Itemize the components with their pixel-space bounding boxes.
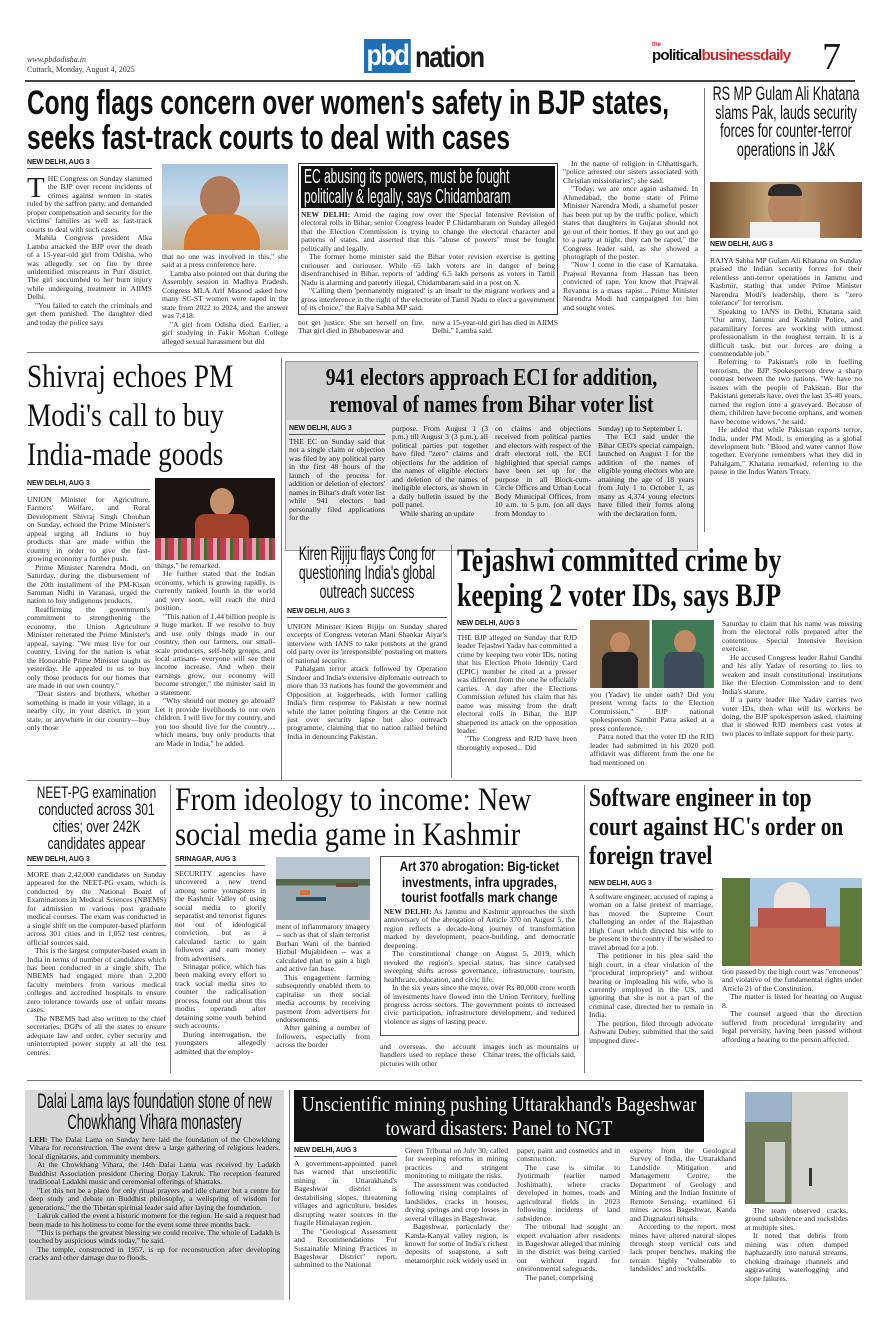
electors-col-4	[598, 425, 694, 549]
paragraph: and overseas, the account handlers used to replace these pictures with other	[380, 1043, 476, 1068]
mining-headline	[294, 1090, 704, 1142]
column-rule	[451, 545, 452, 778]
software-headline-text: Software engineer in top court against HC's order on foreign travel	[589, 783, 844, 870]
khatana-headline	[710, 86, 862, 180]
paragraph: According to the report, most mines have altered natural slopes through steep vertical cuts and lack proper benches, making the terrain highly "vulnerable to landslides" and rockfalls.	[630, 1222, 736, 1274]
column-rule	[289, 1090, 290, 1300]
shivraj-headline	[27, 358, 279, 476]
paragraph: After gaining a number of followers, especially from across the border	[276, 1023, 370, 1050]
art370-headline-text: Art 370 abrogation: Big-ticket investments, infra upgrades, tourist footfalls mark change	[399, 859, 560, 905]
paragraph: "This nation of 1.44 billion people is a huge market. If we resolve to buy and use only things made in our country, then our farmers, our small-scale producers, self-help groups, and local artisans- everyone will see their income increase. And when their earnings grow, our economy will become stronger," the minister said in a statement.	[155, 611, 275, 697]
paper-logo	[652, 42, 791, 64]
photo-dal-lake	[276, 857, 370, 920]
tejashwi-col-2	[590, 691, 714, 776]
kashmir-headline	[175, 783, 580, 853]
paragraph: The constitutional change on August 5, 2019, which revoked the region's special status, has since catalysed sweeping shifts across governance, infrastructure, tourism, healthcare, education, and civic life.	[384, 949, 575, 984]
masthead-dateline: Cuttack, Monday, August 4, 2025	[27, 65, 135, 74]
paragraph: Lakruk called the event a historic moment for the region. He said a request had been made to his holiness to come for the event some three months back.	[29, 1211, 280, 1229]
shivraj-dateline: NEW DELHI, AUG 3	[27, 480, 150, 490]
paragraph: not get justice. She set herself on fire. That girl died in Bhubaneswar and	[298, 319, 424, 336]
art370-headline	[384, 859, 575, 906]
column-rule	[584, 785, 585, 1073]
paragraph: now a 15-year-old girl has died in AIIMS Delhi," Lamba said.	[432, 319, 558, 336]
paragraph: Patra noted that the voter ID the RJD leader had submitted in his 2020 poll affidavit was different from the one he had mentioned on	[590, 732, 714, 767]
paragraph: During interrogation, the youngsters allegedly admitted that the employ-	[175, 1029, 266, 1056]
paragraph: Lamba also pointed out that during the Assembly session in Madhya Pradesh, Congress MLA Arif Masood asked how many SC-ST women were raped in the state from 2022 to 2024, and the answer was 7,418.	[162, 268, 288, 321]
paragraph: It noted that debris from mining was often dumped haphazardly into natural streams, choking drainage channels and aggravating waterlogging and slope failures.	[745, 1231, 848, 1283]
paragraph: The matter is listed for hearing on August 8.	[722, 992, 862, 1010]
lead-dateline: NEW DELHI, AUG 3	[27, 159, 152, 169]
paragraph: THE BJP alleged on Sunday that RJD leader Tejashwi Yadav has committed a crime by keeping two voter IDs, noting that his Election Photo Identity Card (EPIC) number he cited at a presser was different from the one he officially carries. A day after the Elections Commission refuted his claim that his name was missing from the draft electoral rolls in Bihar, the BJP sharpened its attack on the opposition leader.	[457, 634, 577, 735]
masthead-rule	[25, 80, 855, 82]
rijiju-headline-text: Kiren Rijiju flays Cong for questioning India's global outreach success	[298, 544, 436, 603]
rijiju-body	[287, 623, 447, 776]
paragraph: "Let this not be a place for only ritual prayers and idle chatter but a centre for deep study and debate on Buddhist philosophy, a wellspring of wisdom for generations," the the Tibetan spiritual leader said after laying the foundation.	[29, 1185, 280, 1212]
dalai-headline	[29, 1092, 280, 1135]
paragraph: He added that while Pakistan exports terror, India, under PM Modi, is emerging as a global development hub. "Blood and water cannot flow together. Everyone remembers what they did in Pahalgam," Khatana remarked, referring to the pause in the Indus Waters Treaty.	[710, 425, 862, 477]
paper-logo-political: political	[652, 47, 702, 64]
paragraph: paper, paint and cosmetics and in construction.	[517, 1147, 620, 1164]
paper-logo-daily: daily	[760, 47, 791, 64]
paragraph: A software engineer, accused of raping a woman on a false pretext of marriage, has moved the Supreme Court challenging an order of the Rajasthan High Court which directed his wife to be present in the country if he wished to travel abroad for a job.	[589, 893, 713, 952]
lead-in: LEH:	[29, 1136, 48, 1144]
paragraph: that no one was involved in this," she said at a press conference here.	[162, 253, 288, 270]
lead-col-4	[432, 319, 558, 349]
electors-col-2	[392, 425, 488, 549]
lead-in: NEW DELHI:	[384, 908, 432, 916]
tejashwi-headline	[457, 544, 862, 616]
neet-body	[27, 871, 166, 1071]
paragraph: tion passed by the high court was "erroneous" and violative of the fundamental rights under Article 21 of the Constitution.	[722, 968, 862, 993]
mining-col-1	[294, 1160, 397, 1310]
paragraph: This engagement farming subsequently enabled them to capitalise on their social media accounts by receiving payment from advertisers for endorsements.	[276, 972, 370, 1024]
chidambaram-headline	[301, 166, 555, 208]
divider	[27, 352, 699, 353]
art370-box	[380, 856, 579, 1036]
khatana-dateline: NEW DELHI, AUG 3	[710, 241, 862, 251]
neet-headline-text: NEET-PG examination conducted across 301 cities; over 242K candidates appear	[36, 784, 157, 853]
lead-col-2	[162, 253, 288, 349]
column-rule	[704, 88, 705, 532]
paragraph: "Calling them 'permanently migrated' is an insult to the migrant workers and a gross interference in the right of the electorate of Tamil Nadu to elect a government of its choice," the Rajya Sabha MP said.	[301, 286, 555, 311]
electors-col-3	[495, 425, 591, 549]
paragraph: Bageshwar, particularly the Kanda-Kanyal valley region, is known for some of India's richest deposits of soapstone, a soft metamorphic rock widely used in	[405, 1222, 508, 1265]
paragraph: Mahila Congress president Alka Lamba attacked the BJP over the death of a 15-year-old girl from Odisha, who was allegedly set on fire by three unidentified miscreants in Puri district. The girl succumbed to her burn injury while undergoing treatment in AIIMS Delhi.	[27, 233, 152, 302]
rijiju-headline	[287, 545, 447, 605]
paragraph: While sharing an update	[400, 508, 475, 518]
tejashwi-dateline: NEW DELHI, AUG 3	[457, 620, 577, 630]
tejashwi-col-3	[722, 620, 862, 776]
dalai-box	[25, 1090, 284, 1300]
tejashwi-col-1	[457, 634, 577, 776]
paragraph: Speaking to IANS in Delhi, Khatana said: "Our army, Jammu and Kashmir Police, and paramilitary forces are working with utmost professionalism in the toughest terrain. It is a difficult task, but our forces are doing a commendable job."	[710, 306, 862, 358]
paragraph: "Today, we are once again ashamed. In Ahmedabad, the home state of Prime Minister Narendra Modi, a shameful poster has been put up by the traffic police, which states that daughters in Gujarat should not go out of their homes. If they go out and go to a party at night, they can be raped," the Congress leader said, as she showed a photograph of the poster.	[563, 184, 698, 261]
kashmir-col-3	[380, 1043, 476, 1071]
paragraph: If a party leader like Yadav carries two voter IDs, then what will its workers be doing, the BJP spokesperson asked, claiming that it showed RJD members cast votes at two places to inflate support for their party.	[722, 695, 862, 738]
chidambaram-box	[298, 163, 558, 315]
paragraph: "This is perhaps the greatest blessing we could receive. The whole of Ladakh is touched by auspicious winds today," he said.	[29, 1227, 280, 1246]
paragraph: In the six years since the move, over Rs 80,000 crore worth of investments have flowed into the Union Territory, fuelling progress across sectors. The government points to increased civic participation, infrastructure development, and reduced violence as signs of lasting peace.	[384, 983, 575, 1026]
electors-dateline: NEW DELHI, AUG 3	[289, 425, 385, 435]
software-col-2	[722, 968, 862, 1071]
paragraph: HE Congress on Sunday slammed the BJP over recent incidents of crimes against women in states ruled by the saffron party, and demanded proper compensation and security for the victims' families as well as fast-track courts to deal with such cases.	[27, 175, 152, 234]
khatana-headline-text: RS MP Gulam Ali Khatana slams Pak, lauds security forces for counter-terror operations in J&K	[712, 84, 860, 161]
paragraph: Green Tribunal on July 30, called for sweeping reforms in mining practices and stringent monitoring to mitigate the risks.	[405, 1147, 508, 1181]
paragraph: Sunday) up to September 1.	[598, 425, 683, 433]
paragraph: Srinagar police, which has been making every effort to track social media sites to counter the radicalisation process, found out about this modus operandi after detaining some youth behind such accounts.	[175, 961, 266, 1031]
mining-col-5	[745, 1207, 848, 1302]
paragraph: THE EC on Sunday said that not a single claim or objection was filed by any political party in the first 48 hours of the launch of the process for addition or deletion of electors' names in Bihar's draft voter list while 941 electors had personally filed applications for the	[289, 438, 385, 523]
software-dateline: NEW DELHI, AUG 3	[589, 880, 713, 890]
paragraph: He accused Congress leader Rahul Gandhi and his ally Yadav of resorting to lies to weaken and insult constitutional institutions like the Election Commission and to dent India's stature.	[722, 652, 862, 696]
kashmir-col-1	[175, 870, 266, 1070]
paragraph: UNION Minister Kiren Rijiju on Sunday shared excerpts of Congress veteran Mani Shankar Aiyar's interview with IANS to take potshots at the grand old party over its 'irresponsible' posturing on matters of national security.	[287, 623, 447, 665]
paragraph: Amid the raging row over the Special Intensive Revision of electoral rolls in Bihar, senior Congress leader P Chidambaram on Sunday alleged that the Election Commission is trying to change the electoral character and patterns of states, and asserted that this "abuse of powers" must be fought politically and legally.	[301, 211, 555, 253]
paragraph: The Dalai Lama on Sunday here laid the foundation of the Chowkhang Vihara for reconstruction. The event drew a large gathering of religious leaders, local dignitaries, and community members.	[29, 1136, 280, 1161]
mining-col-4	[630, 1147, 736, 1310]
paragraph: The team observed cracks, ground subsidence and rockslides at multiple sites.	[745, 1207, 848, 1232]
chidambaram-body	[301, 211, 555, 311]
paper-logo-the: the	[652, 42, 661, 48]
chidambaram-headline-text: EC abusing its powers, must be fought politically & legally, says Chidambaram	[304, 166, 511, 208]
shivraj-col-1	[27, 496, 150, 776]
paragraph: "Dear sisters and brothers, whether something is made in your village, in a nearby city, in your district, in your state, or anywhere in our country—buy only those	[27, 689, 150, 733]
photo-gulam-ali-khatana	[710, 182, 862, 238]
art370-body	[384, 908, 575, 1032]
software-headline	[589, 783, 862, 873]
khatana-body	[710, 257, 862, 529]
mining-headline-text: Unscientific mining pushing Uttarakhand's Bageshwar toward disasters: Panel to NGT	[301, 1092, 697, 1140]
divider	[27, 1080, 862, 1081]
paragraph: The former home minister said the Bihar voter revision exercise is getting curiouser and curiouser. While 65 lakh voters are in danger of being disenfranchised in Bihar, reports of 'adding' 6.5 lakh persons as voters in Tamil Nadu is alarming and patently illegal, Chidambaram said in a post on X.	[301, 252, 555, 287]
mining-col-2	[405, 1147, 508, 1310]
paragraph: At the Chowkhang Vihara, the 14th Dalai Lama was received by Ladakh Buddhist Association president Chering Dorjay Lakruk. The reception featured traditional Ladakhi music and ceremonial offerings of khattaks.	[29, 1160, 280, 1187]
paragraph: UNION Minister for Agriculture, Farmers' Welfare, and Rural Development Shivraj Singh Chouhan on Sunday, echoed the Prime Minister's appeal urging all Indians to buy products that are made within the country in order to give the fast-growing economy a further push.	[27, 496, 150, 564]
paragraph: you (Yadav) lie under oath? Did you present wrong facts to the Election Commission," BJP national spokesperson Sambit Patra asked at a press conference.	[590, 691, 714, 733]
kashmir-col-4	[483, 1043, 579, 1071]
kashmir-headline-text: From ideology to income: New social media game in Kashmir	[175, 782, 532, 853]
lead-in: NEW DELHI:	[301, 211, 351, 219]
lead-col-1	[27, 175, 152, 349]
paragraph: The counsel argued that the direction suffered from procedural irregularity and legal perversity, having been passed without affording a hearing to the person affected.	[722, 1009, 862, 1044]
lead-col-3	[298, 319, 424, 349]
software-col-1	[589, 893, 713, 1071]
paragraph: "Why should our money go abroad? Let it provide livelihoods to our own children. I will live for my country, and you too should live for the country…which means, buy only products that are Made in India," he added.	[155, 696, 275, 748]
section-logo	[364, 39, 496, 73]
electors-headline-text: 941 electors approach ECI for addition, removal of names from Bihar voter list	[325, 364, 658, 418]
paragraph: He further stated that the Indian economy, which is growing rapidly, is currently ranked fourth in the world and very soon, will reach the third position.	[155, 569, 275, 613]
paragraph: The petitioner in his plea said the high court, in a clear violation of the "procedural impropriety" and without hearing or impleading his wife, who is currently employed in the US, and ignoring that she is not a part of the criminal case, directed her to remain in India.	[589, 951, 713, 1020]
paragraph: The tribunal had sought an expert evaluation after residents in Bageshwar alleged that mining in the district was being carried out without regard for environmental safeguards.	[517, 1222, 620, 1274]
photo-alka-lamba	[162, 164, 288, 250]
paragraph: MORE than 2,42,000 candidates on Sunday appeared for the NEET-PG exam, which is conducted by the National Board of Examinations in Medical Sciences (NBEMS) for admission to various post graduate medical courses. The exam was conducted in a single shift on the computer-based platform across 301 cities and in 1,052 test centres, official sources said.	[27, 871, 166, 947]
paragraph: purpose. From August 1 (3 p.m.) till August 3 (3 p.m.), all political parties put together have filed "zero" claims and objections for the addition of the names of eligible electors and deletion of the names of ineligible electors, as shown in a daily bulletin issued by the poll panel.	[392, 425, 488, 510]
paragraph: A government-appointed panel has warned that unscientific mining in Uttarakhand's Bageshwar district is destabilising slopes, threatening villages and agriculture, besides disrupting water sources in the fragile Himalayan region.	[294, 1160, 397, 1228]
page-number: 7	[822, 36, 841, 78]
lead-headline-text: Cong flags concern over women's safety in BJP states, seeks fast-track courts to deal with cases	[27, 84, 670, 157]
paragraph: The temple, constructed in 1957, is up for reconstruction after developing cracks and other damage due to floods.	[29, 1244, 280, 1263]
mining-col-3	[517, 1147, 620, 1310]
dalai-headline-text: Dalai Lama lays foundation stone of new Chowkhang Vihara monastery	[37, 1090, 272, 1134]
electors-headline	[286, 362, 697, 420]
paragraph: RAJYA Sabha MP Gulam Ali Khatana on Sunday praised the Indian security forces for their relentless anti-terror operations in Jammu and Kashmir, stating that under Prime Minister Narendra Modi's leadership, there is "zero tolerance" for terrorism.	[710, 257, 862, 308]
lead-col-5	[563, 160, 698, 349]
paragraph: The "Geological Assessment and Recommendations For Sustainable Mining Practices in Bageshwar District" report, submitted to the National	[294, 1226, 397, 1270]
paragraph: images such as mountains or Chinar trees, the officials said.	[483, 1043, 579, 1060]
kashmir-col-2	[276, 923, 370, 1070]
divider	[27, 780, 862, 781]
paragraph: Saturday to claim that his name was missing from the electoral rolls prepared after the contentious Special Intensive Revision exercise.	[722, 620, 862, 654]
neet-headline	[27, 785, 166, 855]
paragraph: Pahalgam terror attack followed by Operation Sindoor and India's extensive diplomatic outreach to more than 33 nations has found the government and Opposition at loggerheads, with former calling India's firm response to Pakistan a new normal while the latter pointing fingers at the Centre not just over security lapse but also outreach programme, claiming that no nation rallied behind India in denouncing Pakistan.	[287, 664, 447, 741]
paragraph: The panel, comprising	[525, 1272, 594, 1282]
drop-cap: T	[27, 175, 45, 204]
section-logo-word: nation	[414, 41, 484, 74]
paragraph: The NBEMS had also written to the chief secretaries, DGPs of all the states to ensure adequate law and order, cyber security and uninterrupted power supply at all the test centres.	[27, 1013, 166, 1057]
paragraph: "You failed to catch the criminals and get them punished. The daughter died and today the police says	[27, 300, 152, 327]
paragraph: As Jammu and Kashmir approaches the sixth anniversary of the abrogation of Article 370 on August 5, the region reflects a decade-long journey of transformation marked by development, peace-building, and democratic deepening.	[384, 908, 575, 950]
paragraph: The petition, filed through advocate Ashwani Dubey, submitted that the said impugned direc-	[589, 1018, 713, 1045]
shivraj-col-2	[155, 562, 275, 776]
paragraph: Prime Minister Narendra Modi, on Saturday, during the disbursement of the 20th installment of the PM-Kisan Samman Nidhi in Varanasi, urged the nation to buy indigenous products.	[27, 562, 150, 606]
section-logo-box: pbd	[364, 39, 411, 73]
photo-bageshwar-mining	[745, 1092, 848, 1204]
column-rule	[170, 785, 171, 1073]
paragraph: Reaffirming the government's commitment to strengthening the economy, the Union Agriculture Minister reiterated the Prime Minister's appeal, saying: "We must live for our country. Living for the nation is what the Honorable Prime Minister taught us yesterday. He appealed to us to buy only those products for our homes that are made in our own country."	[27, 604, 150, 690]
dalai-body	[29, 1136, 280, 1296]
neet-dateline: NEW DELHI, AUG 3	[27, 856, 166, 866]
paragraph: things," he remarked.	[155, 562, 221, 570]
mining-dateline: NEW DELHI, AUG 3	[294, 1147, 397, 1157]
photo-shivraj-chouhan	[155, 478, 275, 560]
paragraph: experts from the Geological Survey of India, the Uttarakhand Landslide Mitigation and Management Centre, the Department of Geology and Mining and the Indian Institute of Remote Sensing, examined 61 mines across Bageshwar, Kanda and Dugnakuri tehsils.	[630, 1147, 736, 1223]
paragraph: The ECI said under the Bihar CEO's special campaign, launched on August 1 for the addition of the names of eligible young electors who are attaining the age of 18 years from July 1 to October 1, as many as 4,374 young electors have filled their forms along with the declaration form.	[598, 432, 694, 518]
paragraph: Referring to Pakistan's role in fuelling terrorism, the BJP Spokesperson drew a sharp contrast between the two nations. "We have no issues with the people of Pakistan. But the Pakistani generals have, over the last 35-40 years, turned the region into a graveyard. Because of them, children have become orphans, and women have become widows," he said.	[710, 357, 862, 426]
lead-headline	[27, 86, 699, 158]
paragraph: ment of inflammatory imagery -- such as that of slain terrorist Burhan Wani of the banned Hizbul Mujahideen -- was a calculated plan to gain a high and active fan base.	[276, 923, 370, 974]
masthead-website[interactable]: www.pbdodisha.in	[27, 55, 86, 64]
electors-box	[285, 361, 698, 551]
electors-col-1	[289, 438, 385, 549]
tejashwi-headline-text: Tejashwi committed crime by keeping 2 voter IDs, says BJP	[457, 543, 782, 614]
column-rule	[281, 358, 282, 780]
photo-supreme-court	[722, 878, 862, 966]
paragraph: on claims and objections received from political parties and electors with respect of the draft electoral roll, the ECI highlighted that special camps have been set up for the purpose in all Block-cum-Circle Offices and Urban Local Body Municipal Offices, from 10 a.m. to 5 p.m. (on all days from Monday to	[495, 425, 591, 518]
kashmir-dateline: SRINAGAR, AUG 3	[175, 856, 265, 866]
paragraph: "Now I come to the case of Karnataka. Prajwal Revanna from Hassan has been convicted of rape. You know that Prajwal Revanna is a mass rapist... Prime Minister Narendra Modi had campaigned for him and sought votes.	[563, 260, 698, 312]
paragraph: "The Congress and RJD have been thoroughly exposed... Did	[457, 734, 577, 752]
photo-patra-tejashwi	[590, 620, 714, 688]
paragraph: The assessment was conducted following rising complaints of landslides, cracks in houses, drying springs and crop losses in several villages in Bageshwar.	[405, 1179, 508, 1223]
paragraph: SECURITY agencies have uncovered a new trend among some youngsters in the Kashmir Valley of using social media to glorify separatist and terrorist figures not out of ideological conviction, but as a calculated tactic to gain followers and earn money from advertisers.	[175, 870, 266, 963]
paragraph: This is the largest computer-based exam in India in terms of number of candidates which has been conducted in a single shift. The NBEMS had engaged more than 2,200 faculty members from various medical colleges and accredited hospitals to ensure zero tolerance towards use of unfair means cases.	[27, 946, 166, 1015]
paragraph: The case is similar to Jyotirmath (earlier named Joshimath), where cracks developed in homes, roads and agricultural fields in 2023 following incidents of land subsidence.	[517, 1162, 620, 1223]
paper-logo-business: business	[701, 47, 761, 64]
rijiju-dateline: NEW DELHI, AUG 3	[287, 608, 447, 618]
shivraj-headline-text: Shivraj echoes PM Modi's call to buy India-made goods	[27, 359, 234, 473]
paragraph: In the name of religion in Chhattisgarh, "police arrested our sisters associated with Christian missionaries", she said.	[563, 160, 698, 185]
paragraph: "A girl from Odisha died. Earlier, a girl studying in Fakir Mohan College alleged sexual harassment but did	[162, 319, 288, 346]
